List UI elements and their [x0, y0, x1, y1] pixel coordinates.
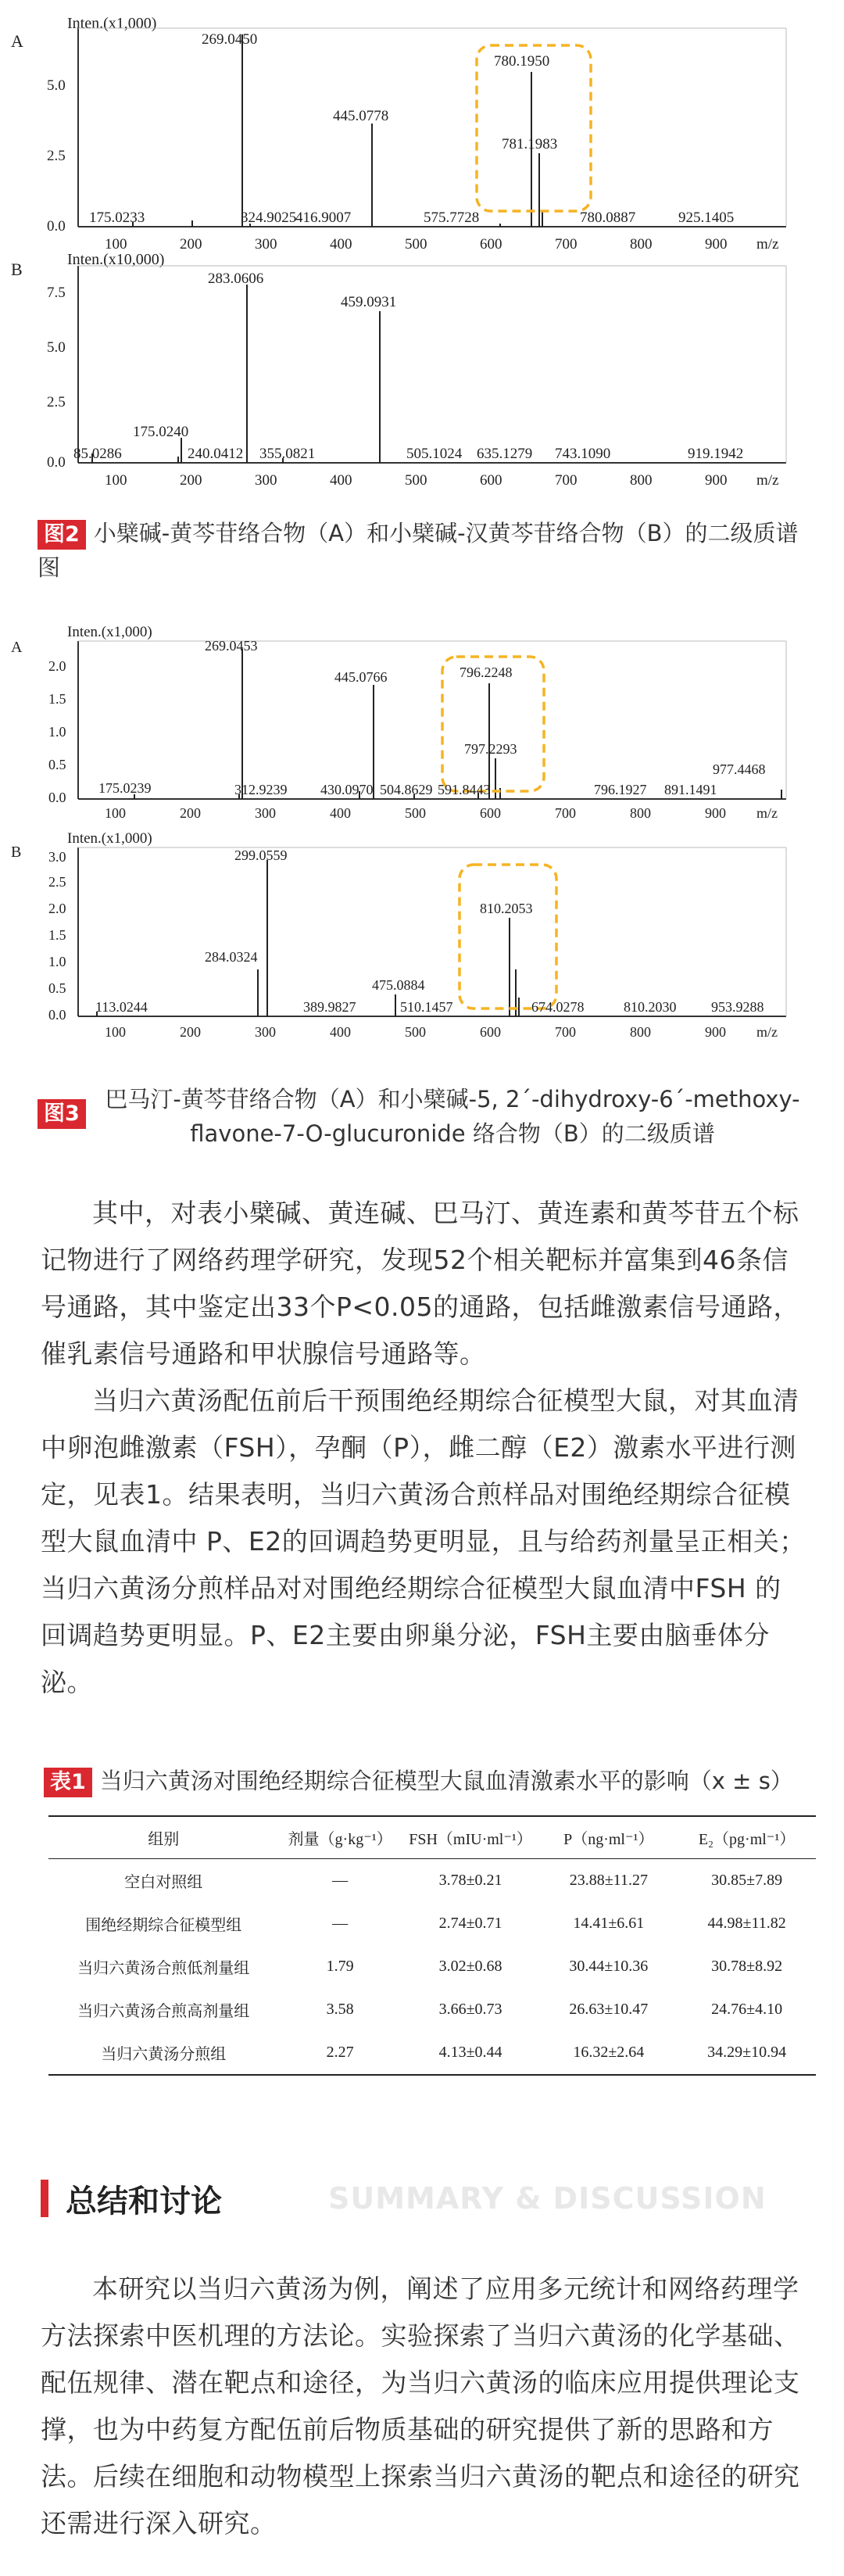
fig3-B-xtick: 700 — [555, 1024, 576, 1040]
table-row — [48, 1988, 816, 2031]
table-cell: 14.41±6.61 — [573, 1915, 645, 1932]
fig3-A-peak-label: 312.9239 — [234, 782, 288, 797]
fig3-A-peak-label: 891.1491 — [664, 782, 717, 797]
fig3-A-xtick: 100 — [105, 805, 126, 821]
fig2-B-xtick: 100 — [105, 472, 127, 489]
fig2-B-xtick: 800 — [630, 472, 653, 489]
fig3-B-peak-label: 389.9827 — [303, 999, 356, 1015]
fig2-panelB-label: B — [11, 260, 23, 279]
table-cell: 26.63±10.47 — [569, 2001, 649, 2018]
table-row — [48, 1859, 816, 1903]
table-row — [48, 2031, 816, 2075]
fig2-caption — [38, 516, 811, 585]
fig2-A-xtick: 800 — [630, 236, 653, 253]
table-cell: 2.27 — [279, 2031, 402, 2075]
fig3-B-xtick: 800 — [630, 1024, 651, 1040]
table1-tag: 表1 — [44, 1768, 92, 1797]
fig2-A-peak-label: 445.0778 — [333, 108, 389, 124]
table-row — [48, 1945, 816, 1988]
fig3-B-peak-label: 674.0278 — [531, 999, 585, 1015]
fig2-A-xtick: 900 — [705, 236, 728, 253]
fig3-panelB-label: B — [11, 844, 22, 861]
fig2-A-peak-label: 324.9025 — [241, 210, 297, 226]
fig3-B-xtick: 300 — [255, 1024, 276, 1040]
table-cell: 3.58 — [326, 2001, 354, 2018]
fig3-A-peak-label: 796.2248 — [460, 665, 513, 680]
paragraph-summary: 本研究以当归六黄汤为例，阐述了应用多元统计和网络药理学方法探索中医机理的方法论。实验探索了当归六黄汤的化学基础、配伍规律、潜在靶点和途径，为当归六黄汤的临床应用提供理论支撑，也为中药复方配伍前后物质基础的研究提供了新的思路和方法。后续在细胞和动物模型上探索当归六黄汤的靶点和途径的研究还需进行深入研究。 — [41, 2273, 800, 2538]
table-cell: 23.88±11.27 — [569, 1872, 648, 1889]
fig3-B-ytick: 1.5 — [48, 927, 66, 943]
fig2-A-peak-label: 575.7728 — [424, 210, 480, 226]
fig3-A-peak-label: 797.2293 — [464, 741, 517, 757]
fig2-B-peak-label: 283.0606 — [208, 270, 264, 287]
fig2-A-xtick: 100 — [105, 236, 127, 253]
table-cell: 当归六黄汤合煎高剂量组 — [77, 2003, 250, 2020]
fig2-B-peak-label: 743.1090 — [555, 446, 611, 462]
fig3-B-peak-label: 113.0244 — [95, 999, 148, 1015]
table-cell: — — [332, 1915, 349, 1932]
fig2-A-peak-label: 416.9007 — [295, 210, 352, 226]
table-cell: — — [332, 1872, 349, 1889]
fig3-A-peak-label: 796.1927 — [594, 782, 647, 797]
fig3-tag: 图3 — [38, 1099, 86, 1129]
fig3-caption — [38, 1082, 811, 1151]
fig2-A-peak-label: 780.1950 — [494, 53, 550, 70]
table-cell: 当归六黄汤合煎低剂量组 — [77, 1960, 250, 1977]
fig3-B-highlight-box — [460, 865, 556, 1009]
fig2-B-xtick: 300 — [255, 472, 277, 489]
table-cell: 3.66±0.73 — [438, 2001, 502, 2018]
fig3-A-peak-label: 269.0453 — [205, 638, 258, 654]
table-cell: 34.29±10.94 — [678, 2031, 816, 2075]
table-cell: 30.78±8.92 — [711, 1958, 783, 1975]
fig3-A-xtick: 300 — [255, 805, 276, 821]
table-cell: 16.32±2.64 — [539, 2031, 678, 2075]
paragraph-network-pharmacology: 其中，对表小檗碱、黄连碱、巴马汀、黄连素和黄芩苷五个标记物进行了网络药理学研究，发现52个相关靶标并富集到46条信号通路，其中鉴定出33个P<0.05的通路，包括雌激素信号通路，催乳素信号通路和甲状腺信号通路等。 — [41, 1198, 800, 1369]
fig2-B-peak-label: 175.0240 — [133, 424, 189, 440]
fig3-B-xtick: 900 — [705, 1024, 726, 1040]
fig2-A-highlight-box — [477, 45, 591, 211]
fig3-A-xtick: 800 — [630, 805, 651, 821]
fig3-B-peak-label: 953.9288 — [711, 999, 764, 1015]
fig2-B-peak-label: 635.1279 — [477, 446, 533, 462]
fig3-B-xtick: 400 — [330, 1024, 351, 1040]
table-header-row — [48, 1816, 816, 1859]
fig2-A-xtick: 700 — [555, 236, 578, 253]
fig2-B-ytick: 2.5 — [47, 394, 66, 410]
fig3-A-xtick: 400 — [330, 805, 351, 821]
fig3-B-ytick: 2.0 — [48, 901, 66, 916]
fig3-A-ytick: 0.0 — [48, 790, 66, 805]
fig3-A-xtick: 600 — [480, 805, 501, 821]
fig2-B-ytick: 5.0 — [47, 339, 66, 356]
fig3-B-peak-label: 284.0324 — [205, 949, 258, 965]
fig3-B-peak-label: 510.1457 — [400, 999, 453, 1015]
table-cell: 3.02±0.68 — [438, 1958, 502, 1975]
fig2-A-xtick: 600 — [480, 236, 502, 253]
table1-title — [44, 1764, 793, 1797]
fig2-B-xunit: m/z — [756, 472, 779, 489]
table-header: FSH（mIU·ml⁻¹） — [402, 1816, 540, 1859]
fig2-A-ytick: 2.5 — [47, 148, 66, 164]
table-header: P（ng·ml⁻¹） — [539, 1816, 678, 1859]
fig2-B-peak-label: 459.0931 — [341, 294, 397, 310]
fig3-A-xtick: 200 — [180, 805, 201, 821]
paragraph-hormone-results: 当归六黄汤配伍前后干预围绝经期综合征模型大鼠，对其血清中卵泡雌激素（FSH），孕酮（P），雌二醇（E2）激素水平进行测定，见表1。结果表明，当归六黄汤合煎样品对围绝经期综合征模型大鼠血清中 P、E2的回调趋势更明显，且与给药剂量呈正相关；当归六黄汤分煎样品对对围绝经期综合征模型大鼠血清中FSH 的回调趋势更明显。P、E2主要由卵巢分泌，FSH主要由脑垂体分泌。 — [41, 1385, 806, 1697]
fig2-A-peak-label: 175.0233 — [89, 210, 145, 226]
fig2-A-xtick: 200 — [180, 236, 202, 253]
fig3-A-ytick: 0.5 — [48, 757, 66, 772]
table-row — [48, 1902, 816, 1945]
fig3-caption-line1: 巴马汀-黄芩苷络合物（A）和小檗碱-5, 2´-dihydroxy-6´-methoxy- — [105, 1086, 800, 1112]
fig2-caption-text: 小檗碱-黄芩苷络合物（A）和小檗碱-汉黄芩苷络合物（B）的二级质谱图 — [38, 520, 799, 581]
fig2-A-ytick: 0.0 — [47, 218, 66, 235]
fig3-B-ytick: 0.0 — [48, 1007, 66, 1023]
table-cell: 空白对照组 — [124, 1874, 203, 1891]
table-cell: 3.78±0.21 — [438, 1872, 502, 1889]
fig2-B-peak-label: 919.1942 — [688, 446, 744, 462]
table-cell: 4.13±0.44 — [402, 2031, 540, 2075]
fig3-B-xtick: 200 — [180, 1024, 201, 1040]
fig3-A-ytick: 1.5 — [48, 691, 66, 707]
table-header: 组别 — [48, 1816, 279, 1859]
fig2-B-xtick: 600 — [480, 472, 502, 489]
fig2-A-peak-label: 269.0450 — [202, 31, 258, 48]
fig2-B-peak-label: 355.0821 — [259, 446, 316, 462]
fig3-B-ytick: 0.5 — [48, 980, 66, 996]
fig3-B-peak-label: 299.0559 — [234, 847, 288, 863]
fig3-B-ytick: 1.0 — [48, 954, 66, 969]
fig2-spectra — [0, 0, 844, 500]
fig2-A-xtick: 400 — [330, 236, 352, 253]
fig3-spectra — [0, 625, 844, 1063]
hormone-table — [48, 1815, 816, 2076]
fig2-A-xtick: 300 — [255, 236, 277, 253]
fig3-B-xtick: 600 — [480, 1024, 501, 1040]
fig2-A-xunit: m/z — [756, 236, 779, 253]
fig2-B-xtick: 400 — [330, 472, 352, 489]
fig2-B-ytick: 0.0 — [47, 454, 66, 471]
fig3-A-peak-label: 430.0970 — [320, 782, 374, 797]
fig2-A-xtick: 500 — [405, 236, 427, 253]
fig2-tag: 图2 — [38, 520, 86, 550]
fig3-A-peak-label: 591.8443 — [438, 782, 491, 797]
table-cell: 2.74±0.71 — [438, 1915, 502, 1932]
table-header: E₂（pg·ml⁻¹） — [678, 1816, 816, 1859]
fig2-B-peak-label: 240.0412 — [188, 446, 244, 462]
fig2-A-peak-label: 781.1983 — [502, 136, 558, 152]
fig2-B-ytick: 7.5 — [47, 285, 66, 301]
fig3-A-peak-label: 977.4468 — [713, 761, 766, 777]
fig2-panelB-ylabel: Inten.(x10,000) — [67, 251, 165, 268]
table-cell: 1.79 — [326, 1958, 354, 1975]
fig2-B-xtick: 200 — [180, 472, 202, 489]
fig3-A-xunit: m/z — [756, 805, 778, 821]
fig2-B-xtick: 700 — [555, 472, 578, 489]
fig3-B-ytick: 2.5 — [48, 874, 66, 890]
fig2-B-xtick: 900 — [705, 472, 728, 489]
fig2-panelA-ylabel: Inten.(x1,000) — [67, 15, 157, 32]
fig3-caption-line2: flavone-7-O-glucuronide 络合物（B）的二级质谱 — [190, 1120, 715, 1147]
section-subtitle: SUMMARY & DISCUSSION — [328, 2181, 767, 2216]
fig3-A-xtick: 700 — [555, 805, 576, 821]
fig3-panelA-ylabel: Inten.(x1,000) — [67, 625, 152, 640]
table-cell: 当归六黄汤分煎组 — [48, 2031, 279, 2075]
fig3-B-xtick: 500 — [405, 1024, 426, 1040]
fig3-B-peak-label: 475.0884 — [372, 977, 425, 993]
fig3-A-peak-label: 445.0766 — [334, 669, 388, 685]
fig3-B-peak-label: 810.2053 — [480, 901, 533, 916]
fig2-B-peak-label: 85.0286 — [73, 446, 122, 462]
table-header: 剂量（g·kg⁻¹） — [279, 1816, 402, 1859]
fig2-panelA-label: A — [11, 31, 23, 51]
fig3-B-peak-label: 810.2030 — [624, 999, 677, 1015]
table-cell: 24.76±4.10 — [711, 2001, 783, 2018]
fig3-A-peak-label: 175.0239 — [98, 780, 152, 796]
fig3-A-ytick: 1.0 — [48, 724, 66, 740]
fig2-A-peak-label: 780.0887 — [580, 210, 636, 226]
fig2-B-peak-label: 505.1024 — [406, 446, 463, 462]
section-title: 总结和讨论 — [66, 2184, 222, 2220]
fig3-B-xunit: m/z — [756, 1024, 778, 1040]
fig2-A-peak-label: 925.1405 — [678, 210, 735, 226]
fig3-A-peak-label: 504.8629 — [380, 782, 433, 797]
fig3-panelA-label: A — [11, 639, 23, 656]
fig3-panelB-ylabel: Inten.(x1,000) — [67, 830, 152, 847]
fig2-A-ytick: 5.0 — [47, 77, 66, 94]
table-cell: 30.85±7.89 — [711, 1872, 783, 1889]
fig3-B-ytick: 3.0 — [48, 849, 66, 865]
table-cell: 围绝经期综合征模型组 — [85, 1917, 242, 1934]
fig2-B-xtick: 500 — [405, 472, 427, 489]
fig3-B-xtick: 100 — [105, 1024, 126, 1040]
fig3-A-xtick: 500 — [405, 805, 426, 821]
table-cell: 44.98±11.82 — [707, 1915, 786, 1932]
fig3-A-ytick: 2.0 — [48, 658, 66, 674]
table-cell: 30.44±10.36 — [569, 1958, 649, 1975]
fig3-A-xtick: 900 — [705, 805, 726, 821]
table1-title-text: 当归六黄汤对围绝经期综合征模型大鼠血清激素水平的影响（x ± s） — [99, 1768, 793, 1794]
section-accent-bar — [41, 2180, 48, 2217]
